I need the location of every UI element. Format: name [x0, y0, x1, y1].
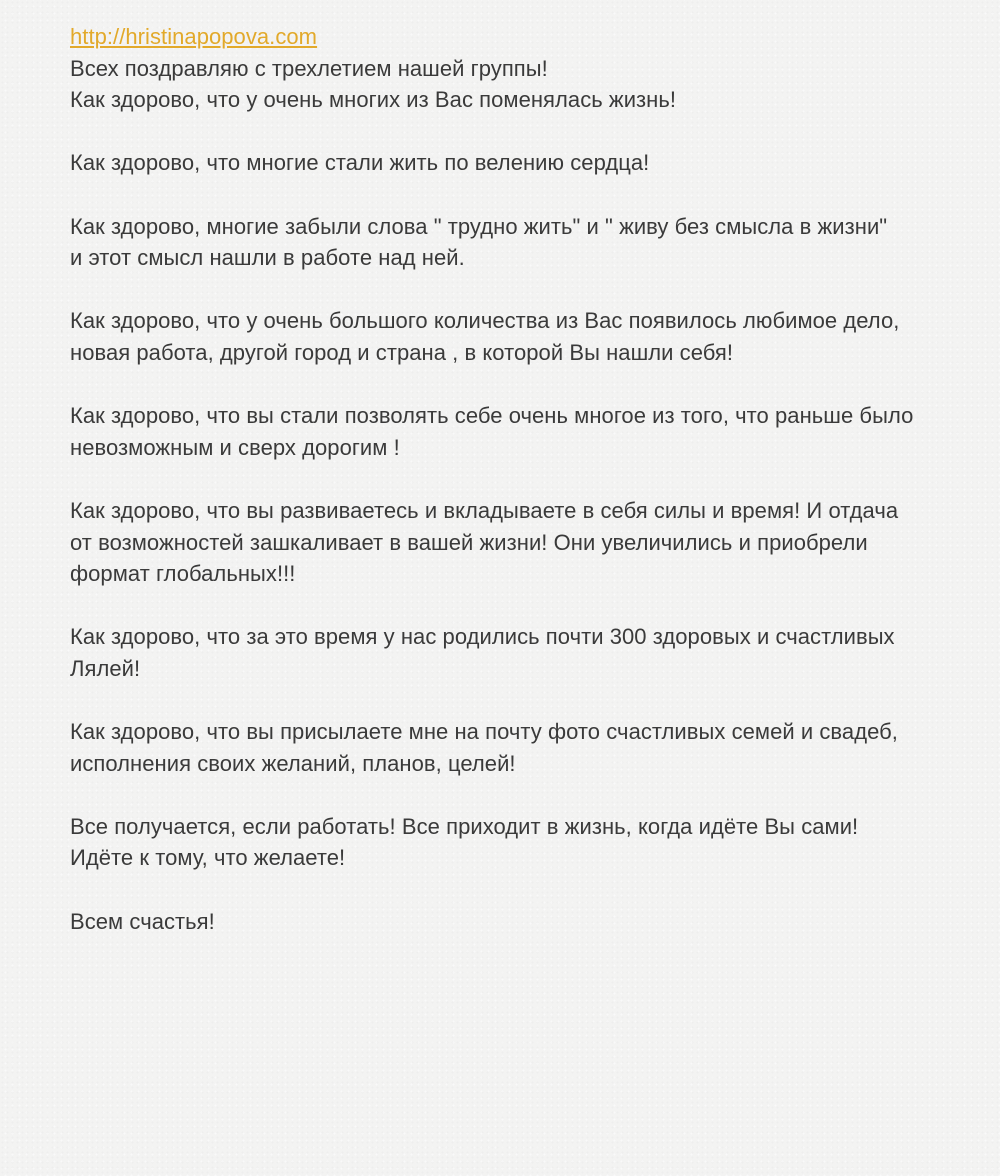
- blank-line: [70, 590, 950, 622]
- website-link[interactable]: http://hristinapopova.com: [70, 24, 318, 49]
- text-line: Как здорово, что вы присылаете мне на почту фото счастливых семей и свадеб,: [70, 719, 898, 745]
- text-line: Как здорово, многие забыли слова " трудно жить" и " живу без смысла в жизни": [70, 213, 888, 239]
- text-line: Идёте к тому, что желаете!: [70, 845, 346, 871]
- blank-line: [70, 779, 950, 811]
- text-line: Всем счастья!: [70, 908, 215, 934]
- text-line: от возможностей зашкаливает в вашей жизни! Они увеличились и приобрели: [70, 529, 868, 555]
- blank-line: [70, 116, 950, 148]
- blank-line: [70, 274, 950, 306]
- text-line: Как здорово, что многие стали жить по велению сердца!: [70, 150, 650, 176]
- text-line: и этот смысл нашли в работе над ней.: [70, 245, 465, 271]
- text-line: формат глобальных!!!: [70, 561, 296, 587]
- text-line: Как здорово, что вы развиваетесь и вкладываете в себя силы и время! И отдача: [70, 497, 899, 523]
- note-body: [70, 21, 950, 937]
- blank-line: [70, 684, 950, 716]
- text-line: Лялей!: [70, 655, 141, 681]
- text-line: исполнения своих желаний, планов, целей!: [70, 750, 516, 776]
- blank-line: [70, 463, 950, 495]
- blank-line: [70, 179, 950, 211]
- text-line: невозможным и сверх дорогим !: [70, 434, 400, 460]
- text-line: Всех поздравляю с трехлетием нашей группы!: [70, 55, 548, 81]
- text-line: Все получается, если работать! Все приходит в жизнь, когда идёте Вы сами!: [70, 813, 859, 839]
- text-line: Как здорово, что у очень большого количества из Вас появилось любимое дело,: [70, 308, 900, 334]
- text-line: Как здорово, что вы стали позволять себе очень многое из того, что раньше было: [70, 403, 914, 429]
- blank-line: [70, 874, 950, 906]
- text-line: Как здорово, что за это время у нас родились почти 300 здоровых и счастливых: [70, 624, 895, 650]
- blank-line: [70, 369, 950, 401]
- note-text: [70, 53, 950, 938]
- text-line: Как здорово, что у очень многих из Вас поменялась жизнь!: [70, 87, 677, 113]
- text-line: новая работа, другой город и страна , в которой Вы нашли себя!: [70, 339, 734, 365]
